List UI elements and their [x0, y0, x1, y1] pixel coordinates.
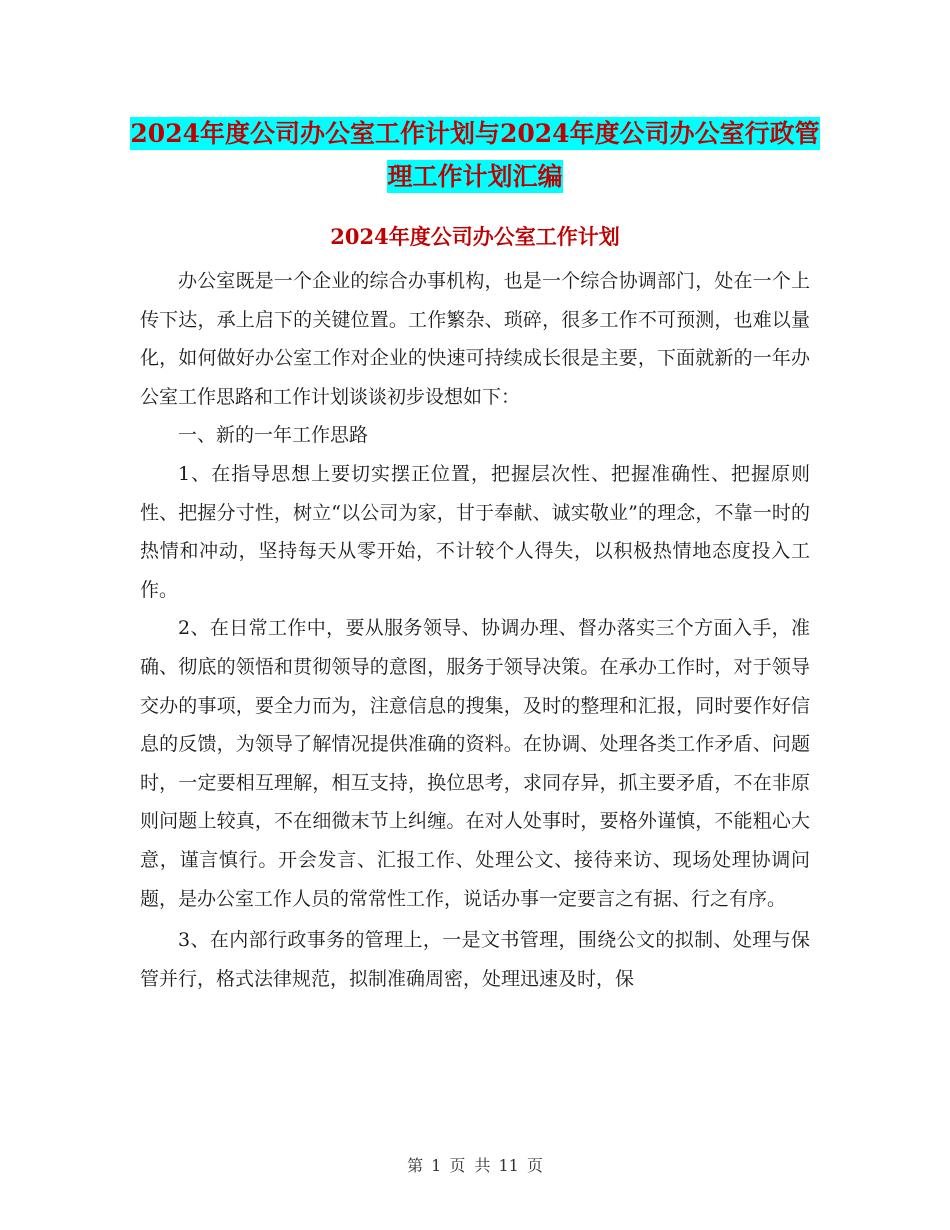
- footer-page-number: 1: [431, 1156, 442, 1175]
- paragraph-intro: 办公室既是一个企业的综合办事机构，也是一个综合协调部门，处在一个上传下达，承上启下的关键位置。工作繁杂、琐碎，很多工作不可预测，也难以量化，如何做好办公室工作对企业的快速可持续成长很是主要，下面就新的一年办公室工作思路和工作计划谈谈初步设想如下：: [140, 270, 810, 408]
- paragraph-item-1: 1、在指导思想上要切实摆正位置，把握层次性、把握准确性、把握原则性、把握分寸性，树立“以公司为家，甘于奉献、诚实敬业”的理念，不靠一时的热情和冲动，坚持每天从零开始，不计较个人得失，以积极热情地态度投入工作。: [140, 462, 810, 601]
- paragraph-heading-1: 一、新的一年工作思路: [178, 424, 369, 447]
- paragraph-item-2: 2、在日常工作中，要从服务领导、协调办理、督办落实三个方面入手，准确、彻底的领悟和贯彻领导的意图，服务于领导决策。在承办工作时，对于领导交办的事项，要全力而为，注意信息的搜集，及时的整理和汇报，同时要作好信息的反馈，为领导了解情况提供准确的资料。在协调、处理各类工作矛盾、问题时，一定要相互理解，相互支持，换位思考，求同存异，抓主要矛盾，不在非原则问题上较真，不在细微末节上纠缠。在对人处事时，要格外谨慎，不能粗心大意，谨言慎行。开会发言、汇报工作、处理公文、接待来访、现场处理协调问题，是办公室工作人员的常常性工作，说话办事一定要言之有据、行之有序。: [140, 617, 810, 910]
- page-footer: [0, 1153, 950, 1176]
- document-title-text: 2024年度公司办公室工作计划与2024年度公司办公室行政管理工作计划汇编: [130, 119, 820, 191]
- footer-middle: 页 共: [449, 1156, 491, 1175]
- footer-suffix: 页: [526, 1156, 543, 1175]
- document-body: [140, 262, 810, 998]
- paragraph-item-3: 3、在内部行政事务的管理上，一是文书管理，围绕公文的拟制、处理与保管并行，格式法律规范，拟制准确周密，处理迅速及时，保: [140, 929, 810, 990]
- footer-total-pages: 11: [498, 1156, 519, 1175]
- footer-prefix: 第: [407, 1156, 424, 1175]
- document-title: [120, 112, 830, 198]
- section-title: 2024年度公司办公室工作计划: [330, 224, 620, 249]
